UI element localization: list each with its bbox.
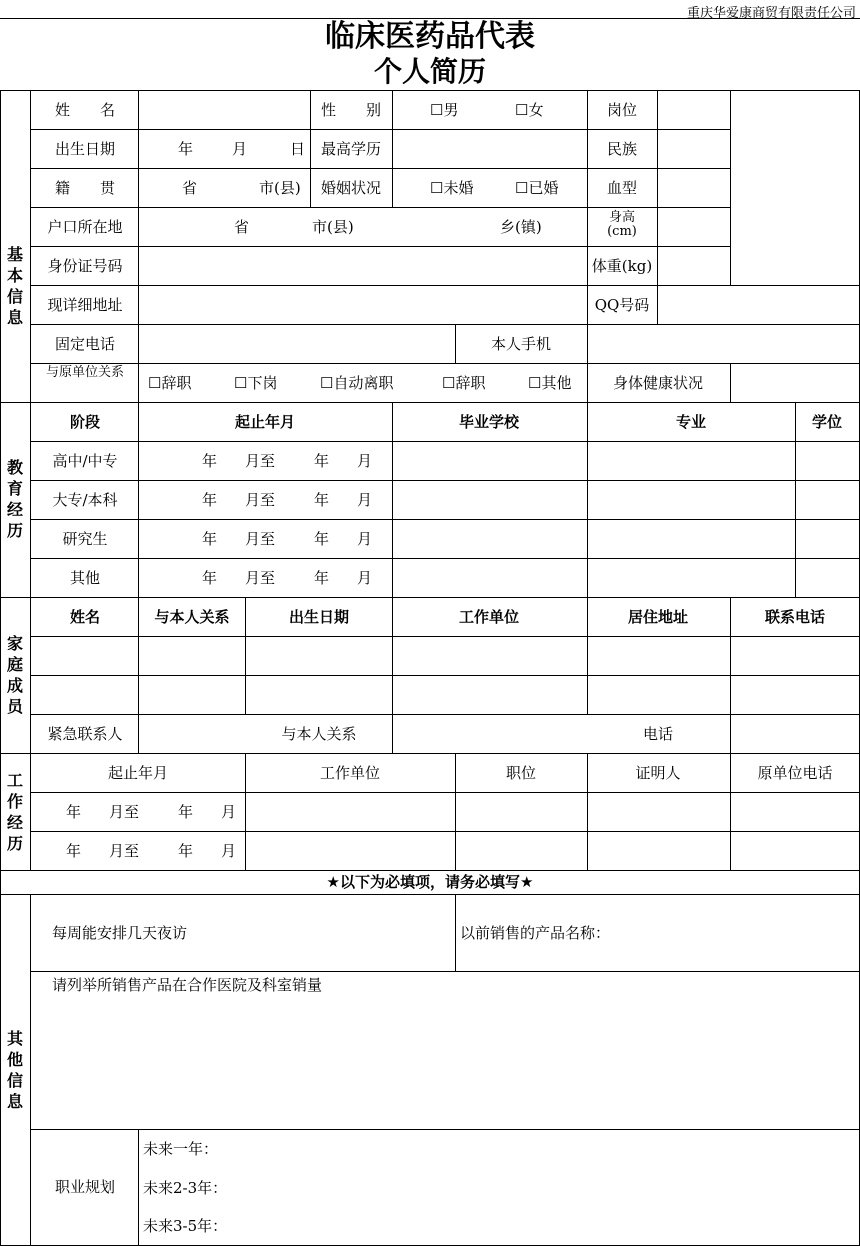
grid-line: [730, 90, 731, 285]
emergency-phone-label: 电话: [642, 725, 674, 743]
qq-label: QQ号码: [594, 296, 650, 314]
hukou-label: 户口所在地: [47, 218, 123, 236]
edu-header-school: 毕业学校: [458, 413, 520, 431]
edu-header-period: 起止年月: [234, 413, 296, 431]
family-header-address: 居住地址: [627, 608, 689, 626]
grid-line: [30, 363, 860, 364]
native-city-label: 市(县): [259, 179, 301, 197]
family-header-employer: 工作单位: [458, 608, 520, 626]
grid-line: [30, 168, 730, 169]
grid-line: [730, 363, 731, 402]
height-label: 身高(cm): [607, 210, 637, 239]
ethnicity-label: 民族: [606, 140, 638, 158]
work-month-to: 月至: [109, 842, 140, 860]
work-year: 年: [178, 842, 194, 860]
grid-line: [30, 519, 860, 520]
grid-line: [30, 129, 730, 130]
grid-line: [0, 597, 860, 598]
position-field[interactable]: [659, 92, 729, 128]
male-checkbox[interactable]: ☐男: [430, 101, 459, 119]
hukou-town-label: 乡(镇): [500, 218, 542, 236]
grid-line: [795, 402, 796, 597]
mobile-label: 本人手机: [490, 335, 552, 353]
edu-year: 年: [202, 491, 218, 509]
section-work-label: 工作经历: [6, 771, 23, 853]
grid-line: [30, 480, 860, 481]
grid-line: [138, 441, 139, 597]
grid-line: [657, 90, 658, 324]
company-name: 重庆华爱康商贸有限责任公司: [686, 6, 856, 21]
name-field[interactable]: [140, 92, 308, 128]
grid-line: [310, 168, 311, 207]
grid-line: [30, 894, 31, 1246]
grid-line: [392, 90, 393, 207]
grid-line: [587, 324, 588, 363]
edu-year: 年: [314, 569, 330, 587]
grid-line: [587, 753, 588, 870]
work-year: 年: [178, 803, 194, 821]
edu-year: 年: [202, 569, 218, 587]
grid-line: [245, 597, 246, 714]
family-header-phone: 联系电话: [764, 608, 826, 626]
gender-label: 性 别: [320, 101, 382, 119]
required-notice: ★以下为必填项，请务必填写★: [326, 873, 534, 891]
position-label: 岗位: [606, 101, 638, 119]
grid-line: [587, 402, 588, 597]
grid-line: [138, 1129, 139, 1246]
edu-month-to: 月至: [245, 452, 276, 470]
blood-type-label: 血型: [606, 179, 638, 197]
work-year: 年: [66, 803, 82, 821]
edu-stage-college: 大专/本科: [52, 491, 118, 509]
grid-line: [310, 90, 311, 129]
grid-line: [0, 90, 860, 91]
family-header-birth: 出生日期: [288, 608, 350, 626]
grid-line: [587, 363, 588, 402]
edu-year: 年: [202, 452, 218, 470]
resign-checkbox[interactable]: ☐辞职: [148, 374, 192, 392]
work-header-title: 职位: [505, 764, 537, 782]
grid-line: [30, 792, 860, 793]
edu-year: 年: [314, 530, 330, 548]
edu-month: 月: [357, 569, 373, 587]
grid-line: [392, 402, 393, 597]
grid-line: [392, 597, 393, 753]
grid-line: [310, 129, 311, 168]
grid-line: [730, 597, 731, 753]
education-field[interactable]: [394, 131, 585, 167]
hospital-sales-field[interactable]: [32, 980, 858, 1126]
weight-label: 体重(kg): [591, 257, 653, 275]
grid-line: [30, 558, 860, 559]
grid-line: [30, 636, 860, 637]
work-header-phone: 原单位电话: [757, 764, 833, 782]
grid-line: [30, 441, 860, 442]
female-checkbox[interactable]: ☐女: [515, 101, 544, 119]
work-month: 月: [221, 842, 237, 860]
family-header-name: 姓名: [69, 608, 101, 626]
grid-line: [138, 597, 139, 753]
form-title: 临床医药品代表: [325, 19, 535, 54]
grid-line: [0, 753, 860, 754]
grid-line: [455, 324, 456, 363]
voluntary-leave-checkbox[interactable]: ☐自动离职: [320, 374, 394, 392]
edu-month-to: 月至: [245, 569, 276, 587]
edu-stage-highschool: 高中/中专: [52, 452, 118, 470]
edu-header-degree: 学位: [811, 413, 843, 431]
grid-line: [0, 894, 860, 895]
birth-label: 出生日期: [54, 140, 116, 158]
work-header-employer: 工作单位: [319, 764, 381, 782]
grid-line: [730, 753, 731, 870]
plan-one-year: 未来一年：: [143, 1140, 219, 1158]
work-month: 月: [221, 803, 237, 821]
native-province-label: 省: [182, 179, 198, 197]
marital-label: 婚姻状况: [320, 179, 382, 197]
section-other-label: 其他信息: [6, 1029, 23, 1111]
landline-label: 固定电话: [54, 335, 116, 353]
edu-month: 月: [357, 530, 373, 548]
address-label: 现详细地址: [47, 296, 123, 314]
grid-line: [30, 831, 860, 832]
grid-line: [455, 753, 456, 870]
edu-header-major: 专业: [675, 413, 707, 431]
plan-two-three-years: 未来2-3年：: [143, 1179, 228, 1197]
previous-products-label: 以前销售的产品名称：: [460, 924, 611, 942]
married-checkbox[interactable]: ☐已婚: [515, 179, 559, 197]
laid-off-checkbox[interactable]: ☐下岗: [234, 374, 278, 392]
form-subtitle: 个人简历: [373, 55, 486, 88]
grid-line: [30, 714, 860, 715]
name-label: 姓 名: [54, 101, 116, 119]
address-field[interactable]: [140, 287, 585, 323]
former-employer-relation-label: 与原单位关系: [45, 365, 124, 380]
edu-month-to: 月至: [245, 491, 276, 509]
id-card-field[interactable]: [140, 248, 585, 284]
grid-line: [30, 90, 31, 870]
edu-stage-other: 其他: [69, 569, 101, 587]
career-plan-label: 职业规划: [54, 1178, 116, 1196]
grid-line: [30, 285, 860, 286]
hukou-city-label: 市(县): [312, 218, 354, 236]
grid-line: [30, 246, 730, 247]
hukou-province-label: 省: [234, 218, 250, 236]
birth-year-label: 年: [178, 140, 194, 158]
work-header-reference: 证明人: [635, 764, 681, 782]
unmarried-checkbox[interactable]: ☐未婚: [430, 179, 474, 197]
emergency-relation-label: 与本人关系: [281, 725, 357, 743]
edu-year: 年: [314, 452, 330, 470]
grid-line: [30, 675, 860, 676]
grid-line: [30, 324, 860, 325]
edu-year: 年: [314, 491, 330, 509]
hospital-sales-label: 请列举所销售产品在合作医院及科室销量: [52, 976, 323, 994]
edu-month-to: 月至: [245, 530, 276, 548]
grid-line: [30, 207, 730, 208]
edu-header-stage: 阶段: [69, 413, 101, 431]
grid-line: [138, 90, 139, 441]
birth-day-label: 日: [290, 140, 306, 158]
health-label: 身体健康状况: [612, 374, 704, 392]
section-basic-label: 基本信息: [6, 245, 23, 327]
resign-checkbox-2[interactable]: ☐辞职: [442, 374, 486, 392]
edu-stage-graduate: 研究生: [62, 530, 108, 548]
plan-three-five-years: 未来3-5年：: [143, 1217, 228, 1235]
work-header-period: 起止年月: [107, 764, 169, 782]
work-month-to: 月至: [109, 803, 140, 821]
section-family-label: 家庭成员: [6, 634, 23, 716]
night-visit-label: 每周能安排几天夜访: [52, 924, 188, 942]
other-checkbox[interactable]: ☐其他: [528, 374, 572, 392]
grid-line: [587, 597, 588, 714]
section-education-label: 教育经历: [6, 458, 23, 540]
id-card-label: 身份证号码: [47, 257, 123, 275]
grid-line: [30, 1129, 860, 1130]
work-year: 年: [66, 842, 82, 860]
edu-year: 年: [202, 530, 218, 548]
grid-line: [455, 894, 456, 971]
edu-month: 月: [357, 452, 373, 470]
birth-month-label: 月: [232, 140, 248, 158]
grid-line: [0, 402, 860, 403]
grid-line: [245, 753, 246, 870]
education-label: 最高学历: [320, 140, 382, 158]
grid-line: [30, 971, 860, 972]
edu-month: 月: [357, 491, 373, 509]
emergency-contact-label: 紧急联系人: [47, 725, 123, 743]
grid-line: [0, 870, 860, 871]
grid-line: [587, 90, 588, 324]
native-place-label: 籍 贯: [54, 179, 116, 197]
family-header-relation: 与本人关系: [154, 608, 230, 626]
